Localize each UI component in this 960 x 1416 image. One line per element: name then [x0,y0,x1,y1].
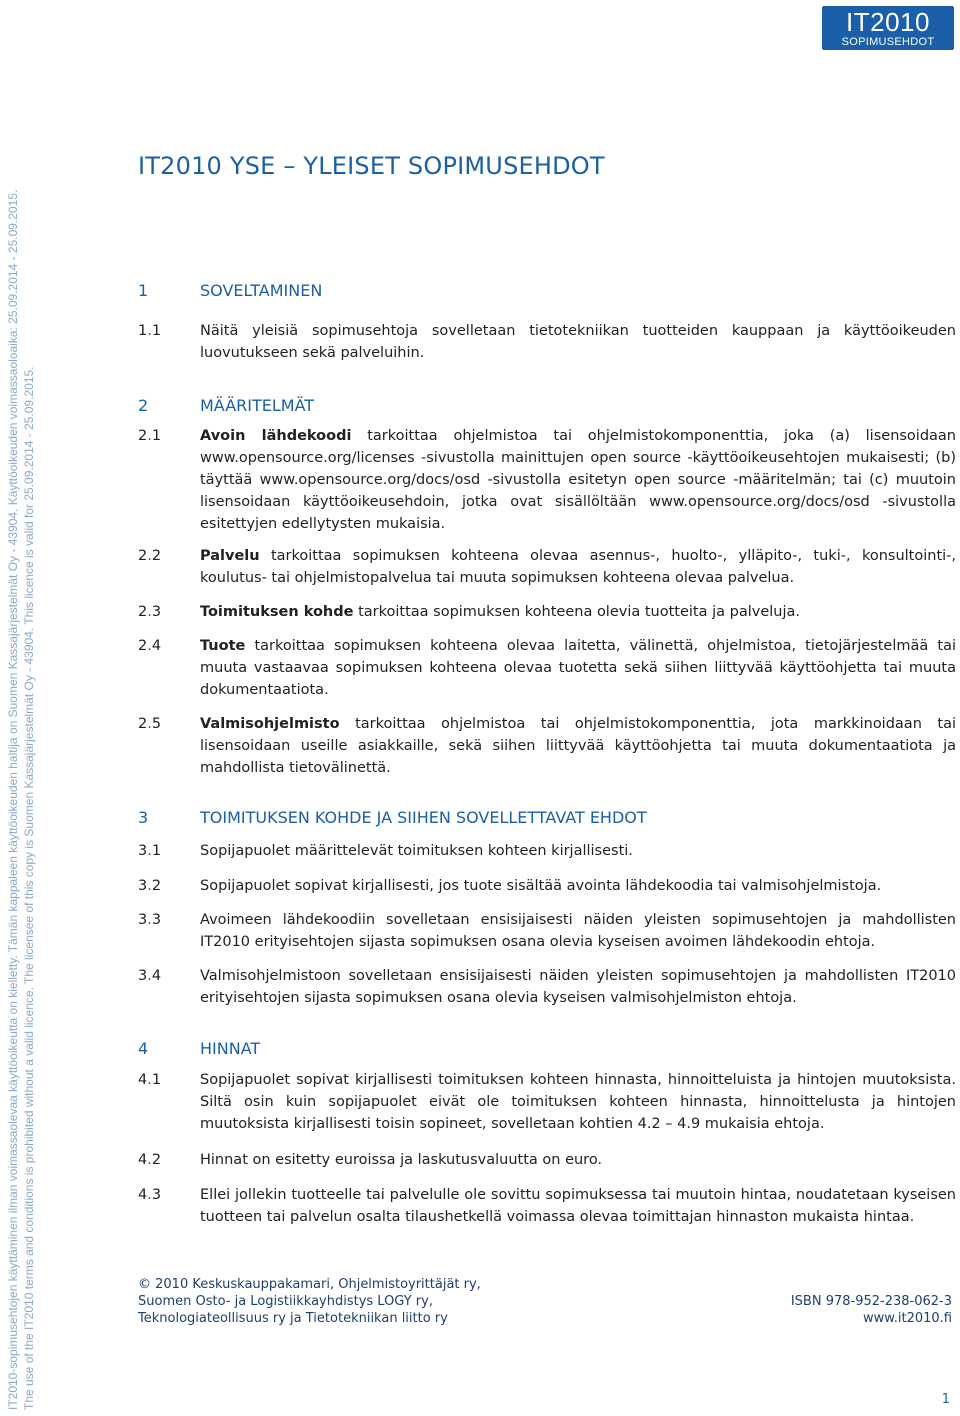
footer-publication [791,1276,952,1327]
clause-text: Toimituksen kohde tarkoittaa sopimuksen kohteena olevia tuotteita ja palveluja. [200,604,800,620]
defined-term: Toimituksen kohde [200,604,354,620]
section-title: MÄÄRITELMÄT [200,396,315,415]
defined-term: Valmisohjelmisto [200,716,340,732]
clause-text: Valmisohjelmisto tarkoittaa ohjelmistoa tai ohjelmistokomponenttia, jota markkinoidaan tai lisensoidaan useille asiakkaille, sekä siihen liittyvää käyttöohjetta tai muuta dokumentaatiota ja mahdollista tietovälinettä. [200,716,956,776]
section-heading-3 [138,808,647,827]
clause-number: 3.4 [138,968,162,984]
clause-2-3 [138,601,956,623]
footer-url: www.it2010.fi [863,1311,952,1326]
clause-2-5 [138,713,956,779]
clause-2-4 [138,635,956,701]
section-number: 2 [138,396,149,415]
footer-line: © 2010 Keskuskauppakamari, Ohjelmistoyrittäjät ry, [138,1277,481,1292]
clause-text: Ellei jollekin tuotteelle tai palvelulle ole sovittu sopimuksessa tai muutoin hintaa, noudatetaan kyseisen tuotteen tai palvelun osalta tilaushetkellä voimassa olevaa toimittajan hinnaston mukaista hintaa. [200,1187,956,1225]
logo-main: IT2010 [846,7,930,37]
clause-2-1 [138,425,956,535]
clause-number: 2.3 [138,604,162,620]
clause-number: 2.5 [138,716,162,732]
clause-4-3 [138,1184,956,1228]
section-heading-4 [138,1039,260,1058]
section-title: SOVELTAMINEN [200,281,323,300]
defined-term: Tuote [200,638,246,654]
footer-line: Suomen Osto- ja Logistiikkayhdistys LOGY ry, [138,1294,433,1309]
defined-term: Avoin lähdekoodi [200,428,352,444]
page-number: 1 [941,1392,950,1407]
licence-watermark-fi: IT2010-sopimusehtojen käyttäminen ilman voimassaolevaa käyttöoikeutta on kielletty. Tämän kappaleen käyttöoikeuden haltija on Suomen Kassajärjestelmät Oy - 43904. Käyttöoikeuden voimassaoloaika: 25.09.2014 - 25.09.2015. [6,189,20,1410]
clause-number: 1.1 [138,323,162,339]
clause-text: Sopijapuolet määrittelevät toimituksen kohteen kirjallisesti. [200,843,633,859]
clause-number: 2.2 [138,548,162,564]
clause-text: Avoin lähdekoodi tarkoittaa ohjelmistoa tai ohjelmistokomponenttia, joka (a) lisensoidaan www.opensource.org/licenses -sivustolla mainittujen open source -käyttöoikeusehtojen mukaisesti; (b) täyttää www.opensource.org/docs/osd -sivustolla esitetyn open source -määritelmän; tai (c) muutoin lisensoidaan käyttöoikeusehdoin, jotka ovat sisällöltään www.opensource.org/docs/osd -sivustolla esitettyjen edellytysten mukaisia. [200,428,956,532]
clause-text: Avoimeen lähdekoodiin sovelletaan ensisijaisesti näiden yleisten sopimusehtojen ja mahdollisten IT2010 erityisehtojen sijasta sopimuksen osana olevia kyseisen avoimen lähdekoodin ehtoja. [200,912,956,950]
page-title: IT2010 YSE – YLEISET SOPIMUSEHDOT [138,152,605,180]
defined-term: Palvelu [200,548,260,564]
clause-text: Näitä yleisiä sopimusehtoja sovelletaan tietotekniikan tuotteiden kauppaan ja käyttöoikeuden luovutukseen sekä palveluihin. [200,323,956,361]
clause-text: Hinnat on esitetty euroissa ja laskutusvaluutta on euro. [200,1152,603,1168]
section-number: 3 [138,808,149,827]
clause-number: 3.2 [138,878,162,894]
clause-3-3 [138,909,956,953]
licence-watermark-en: The use of the IT2010 terms and conditions is prohibited without a valid licence. The licensee of this copy is Suomen Kassajärjestelmät Oy - 43904. This licence is valid for 25.09.2014 - 25.09.2015. [22,366,36,1410]
clause-number: 3.3 [138,912,162,928]
footer-copyright [138,1276,481,1327]
clause-number: 4.1 [138,1072,162,1088]
section-heading-1 [138,281,322,300]
it2010-logo [822,6,954,50]
clause-number: 2.4 [138,638,162,654]
footer-line: Teknologiateollisuus ry ja Tietotekniikan liitto ry [138,1311,448,1326]
clause-1-1 [138,320,956,364]
clause-number: 4.3 [138,1187,162,1203]
clause-text: Sopijapuolet sopivat kirjallisesti, jos tuote sisältää avointa lähdekoodia tai valmisohjelmistoja. [200,878,882,894]
section-title: HINNAT [200,1039,261,1058]
logo-sub: SOPIMUSEHDOT [841,36,935,48]
section-title: TOIMITUKSEN KOHDE JA SIIHEN SOVELLETTAVAT EHDOT [200,808,647,827]
clause-number: 4.2 [138,1152,162,1168]
footer-isbn: ISBN 978-952-238-062-3 [790,1294,952,1309]
section-number: 1 [138,281,149,300]
clause-number: 3.1 [138,843,162,859]
clause-3-4 [138,965,956,1009]
clause-text: Sopijapuolet sopivat kirjallisesti toimituksen kohteen hinnasta, hinnoitteluista ja hintojen muutoksista. Siltä osin kuin sopijapuolet eivät ole toimituksen kohteen hinnasta, hinnoittelusta ja hintojen muutoksista kirjallisesti toisin sopineet, sovelletaan kohtien 4.2 – 4.9 mukaisia ehtoja. [200,1072,956,1132]
clause-text: Valmisohjelmistoon sovelletaan ensisijaisesti näiden yleisten sopimusehtojen ja mahdollisten IT2010 erityisehtojen sijasta sopimuksen osana olevia kyseisen valmisohjelmiston ehtoja. [200,968,956,1006]
clause-text: Palvelu tarkoittaa sopimuksen kohteena olevaa asennus-, huolto-, ylläpito-, tuki-, konsultointi-, koulutus- tai ohjelmistopalvelua tai muuta sopimuksen kohteena olevaa palvelua. [200,548,956,586]
section-number: 4 [138,1039,149,1058]
clause-3-2 [138,875,956,897]
clause-number: 2.1 [138,428,162,444]
clause-text: Tuote tarkoittaa sopimuksen kohteena olevaa laitetta, välinettä, ohjelmistoa, tietojärjestelmää tai muuta vastaavaa sopimuksen kohteena olevaa tuotetta sekä siihen liittyvää käyttöohjetta tai muuta dokumentaatiota. [200,638,956,698]
clause-3-1 [138,840,956,862]
clause-4-1 [138,1069,956,1135]
clause-4-2 [138,1149,956,1171]
clause-2-2 [138,545,956,589]
section-heading-2 [138,396,314,415]
